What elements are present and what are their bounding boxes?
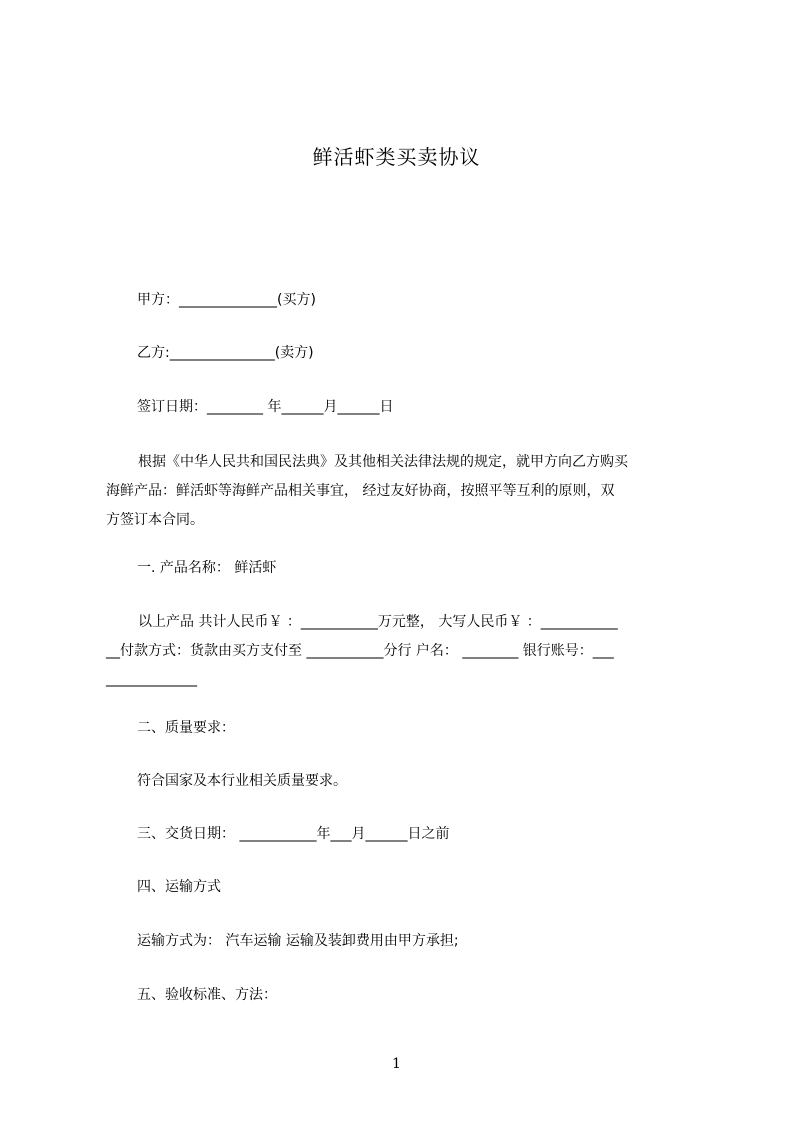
preamble-line-2: 海鲜产品：鲜活虾等海鲜产品相关事宜， 经过友好协商，按照平等互利的原则，双	[106, 483, 615, 499]
section-5-heading: 五、验收标准、方法：	[137, 987, 277, 1003]
preamble-line-1: 根据《中华人民共和国民法典》及其他相关法律法规的规定，就甲方向乙方购买	[138, 454, 628, 470]
section-4-body: 运输方式为： 汽车运输 运输及装卸费用由甲方承担;	[137, 933, 459, 949]
section-2-heading: 二、质量要求：	[137, 720, 235, 736]
payment-line-2: __付款方式：货款由买方支付至 ___________分行 户名： ________ 银行账号：___	[106, 643, 614, 659]
page-number: 1	[392, 1056, 401, 1072]
section-3-heading: 三、交货日期： ___________年___月______日之前	[137, 826, 450, 842]
section-4-heading: 四、运输方式	[137, 879, 221, 895]
sign-date-line: 签订日期：________ 年______月______日	[137, 399, 394, 415]
payment-line-3: _____________	[106, 671, 197, 687]
preamble-line-3: 方签订本合同。	[106, 512, 204, 528]
payment-line-1: 以上产品 共计人民币￥ ：___________万元整， 大写人民币￥ ：___________	[138, 614, 618, 630]
section-2-body: 符合国家及本行业相关质量要求。	[137, 773, 347, 789]
section-1-heading: 一. 产品名称： 鲜活虾	[137, 560, 277, 576]
party-a-line: 甲方：______________(买方)	[137, 292, 316, 308]
document-title: 鲜活虾类买卖协议	[312, 145, 481, 169]
party-b-line: 乙方:_______________(卖方)	[137, 345, 314, 361]
